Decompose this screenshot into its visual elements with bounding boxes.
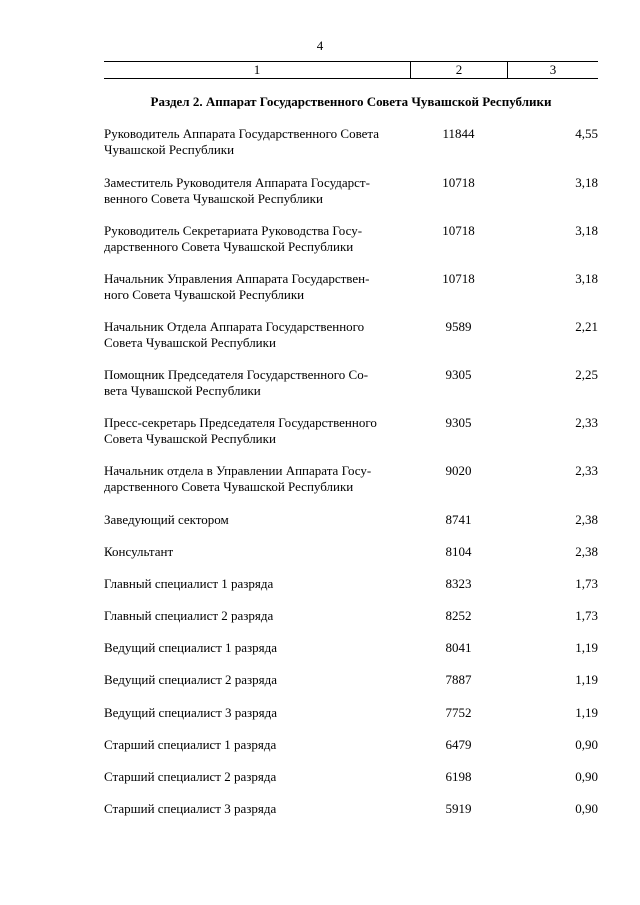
- position-name: [104, 175, 407, 207]
- position-name-line: Начальник Отдела Аппарата Государственного: [104, 319, 365, 334]
- coefficient-value: 2,21: [575, 319, 598, 334]
- coefficient-value: 4,55: [575, 126, 598, 141]
- coefficient-value: 0,90: [575, 801, 598, 816]
- salary-value: 8104: [445, 544, 472, 559]
- salary-value: 11844: [442, 126, 475, 141]
- coefficient-value: 3,18: [575, 271, 598, 286]
- salary-value: 5919: [445, 801, 472, 816]
- position-name: [104, 415, 407, 447]
- position-name: Ведущий специалист 2 разряда: [104, 672, 278, 687]
- position-name: Заведующий сектором: [104, 512, 229, 527]
- column-header-1: 1: [253, 62, 261, 77]
- position-name: Старший специалист 2 разряда: [104, 769, 277, 784]
- salary-value: 10718: [442, 175, 475, 190]
- salary-value: 9305: [445, 367, 472, 382]
- coefficient-value: 3,18: [575, 175, 598, 190]
- salary-value: 8323: [445, 576, 472, 591]
- position-name: [104, 126, 407, 158]
- position-name: [104, 463, 407, 495]
- coefficient-value: 2,25: [575, 367, 598, 382]
- position-name-line: Начальник Управления Аппарата Государствен-: [104, 271, 370, 286]
- position-name: Главный специалист 1 разряда: [104, 576, 274, 591]
- salary-value: 10718: [442, 271, 475, 286]
- coefficient-value: 1,19: [575, 705, 598, 720]
- coefficient-value: 2,33: [575, 463, 598, 478]
- coefficient-value: 0,90: [575, 737, 598, 752]
- position-name: [104, 319, 407, 351]
- salary-value: 6479: [445, 737, 472, 752]
- position-name-line: Заместитель Руководителя Аппарата Государст-: [104, 175, 370, 190]
- section-title: Раздел 2. Аппарат Государственного Совета Чувашской Республики: [150, 94, 552, 109]
- column-header-2: 2: [410, 62, 507, 78]
- position-name: Консультант: [104, 544, 174, 559]
- salary-value: 8741: [445, 512, 472, 527]
- salary-value: 9020: [445, 463, 472, 478]
- position-name: Главный специалист 2 разряда: [104, 608, 274, 623]
- coefficient-value: 2,33: [575, 415, 598, 430]
- position-name: Старший специалист 1 разряда: [104, 737, 277, 752]
- position-name-line: Начальник отдела в Управлении Аппарата Госу-: [104, 463, 372, 478]
- table-header: [104, 61, 598, 79]
- coefficient-value: 0,90: [575, 769, 598, 784]
- position-name-line: дарственного Совета Чувашской Республики: [104, 239, 354, 254]
- salary-value: 9589: [445, 319, 472, 334]
- salary-value: 6198: [445, 769, 472, 784]
- column-header-3: 3: [507, 62, 598, 78]
- position-name-line: вета Чувашской Республики: [104, 383, 261, 398]
- salary-value: 9305: [445, 415, 472, 430]
- position-name-line: Руководитель Аппарата Государственного Совета: [104, 126, 380, 141]
- coefficient-value: 2,38: [575, 544, 598, 559]
- position-name-line: Пресс-секретарь Председателя Государственного: [104, 415, 377, 430]
- coefficient-value: 3,18: [575, 223, 598, 238]
- position-name-line: ного Совета Чувашской Республики: [104, 287, 305, 302]
- salary-value: 7752: [445, 705, 472, 720]
- position-name: Старший специалист 3 разряда: [104, 801, 277, 816]
- salary-value: 8252: [445, 608, 472, 623]
- coefficient-value: 1,19: [575, 672, 598, 687]
- position-name-line: Помощник Председателя Государственного Со-: [104, 367, 369, 382]
- position-name: Ведущий специалист 3 разряда: [104, 705, 278, 720]
- coefficient-value: 1,73: [575, 608, 598, 623]
- salary-value: 10718: [442, 223, 475, 238]
- position-name-line: Совета Чувашской Республики: [104, 431, 276, 446]
- position-name-line: дарственного Совета Чувашской Республики: [104, 479, 354, 494]
- position-name-line: венного Совета Чувашской Республики: [104, 191, 323, 206]
- position-name: [104, 367, 407, 399]
- page-number: 4: [316, 38, 324, 53]
- position-name: Ведущий специалист 1 разряда: [104, 640, 278, 655]
- coefficient-value: 2,38: [575, 512, 598, 527]
- position-name-line: Совета Чувашской Республики: [104, 335, 276, 350]
- position-name: [104, 223, 407, 255]
- position-name-line: Чувашской Республики: [104, 142, 235, 157]
- coefficient-value: 1,73: [575, 576, 598, 591]
- position-name-line: Руководитель Секретариата Руководства Госу-: [104, 223, 363, 238]
- coefficient-value: 1,19: [575, 640, 598, 655]
- salary-value: 8041: [445, 640, 472, 655]
- position-name: [104, 271, 407, 303]
- salary-value: 7887: [445, 672, 472, 687]
